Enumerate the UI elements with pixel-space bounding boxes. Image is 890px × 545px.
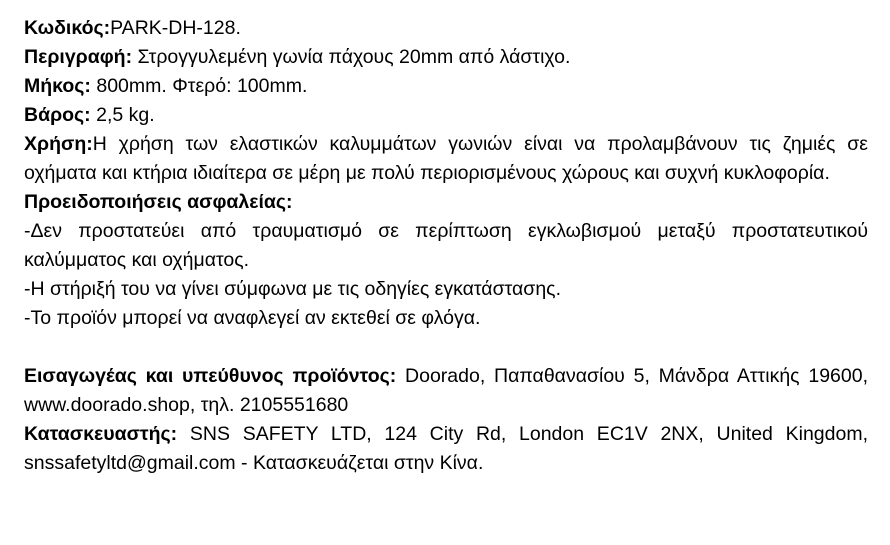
importer-value: Doorado, Παπαθανασίου 5, Μάνδρα Αττικής 19600, www.doorado.shop, τηλ. 2105551680: [24, 365, 868, 416]
description-line: [24, 43, 868, 72]
usage-value: Η χρήση των ελαστικών καλυμμάτων γωνιών είναι να προλαμβάνουν τις ζημιές σε οχήματα και κτήρια ιδιαίτερα σε μέρη με πολύ περιορισμένους χώρους και συχνή κυκλοφορία.: [24, 133, 868, 184]
product-code-label: Κωδικός:: [24, 17, 111, 39]
product-code-line: [24, 14, 868, 43]
importer-label: Εισαγωγέας και υπεύθυνος προϊόντος:: [24, 365, 397, 387]
description-label: Περιγραφή:: [24, 46, 133, 68]
safety-item: -Το προϊόν μπορεί να αναφλεγεί αν εκτεθεί σε φλόγα.: [24, 307, 481, 329]
safety-item: -Δεν προστατεύει από τραυματισμό σε περίπτωση εγκλωβισμού μεταξύ προστατευτικού καλύμματος και οχήματος.: [24, 220, 868, 271]
length-value: 800mm. Φτερό: 100mm.: [90, 75, 308, 97]
length-line: [24, 72, 868, 101]
weight-value: 2,5 kg.: [90, 104, 155, 126]
manufacturer-label: Κατασκευαστής:: [24, 423, 178, 445]
weight-label: Βάρος:: [24, 104, 91, 126]
safety-item: -Η στήριξή του να γίνει σύμφωνα με τις οδηγίες εγκατάστασης.: [24, 278, 562, 300]
usage-label: Χρήση:: [24, 133, 93, 155]
importer-paragraph: [24, 362, 868, 420]
safety-heading: [24, 188, 868, 217]
length-label: Μήκος:: [24, 75, 91, 97]
weight-line: [24, 101, 868, 130]
description-value: Στρογγυλεμένη γωνία πάχους 20mm από λάστιχο.: [132, 46, 571, 68]
manufacturer-paragraph: [24, 420, 868, 478]
safety-heading-label: Προειδοποιήσεις ασφαλείας:: [24, 191, 293, 213]
usage-paragraph: [24, 130, 868, 188]
manufacturer-value: SNS SAFETY LTD, 124 City Rd, London EC1V 2NX, United Kingdom, snssafetyltd@gmail.com - Κατασκευάζεται στην Κίνα.: [24, 423, 868, 474]
product-code-value: PARK-DH-128.: [110, 17, 241, 39]
section-divider-space: [24, 333, 868, 362]
